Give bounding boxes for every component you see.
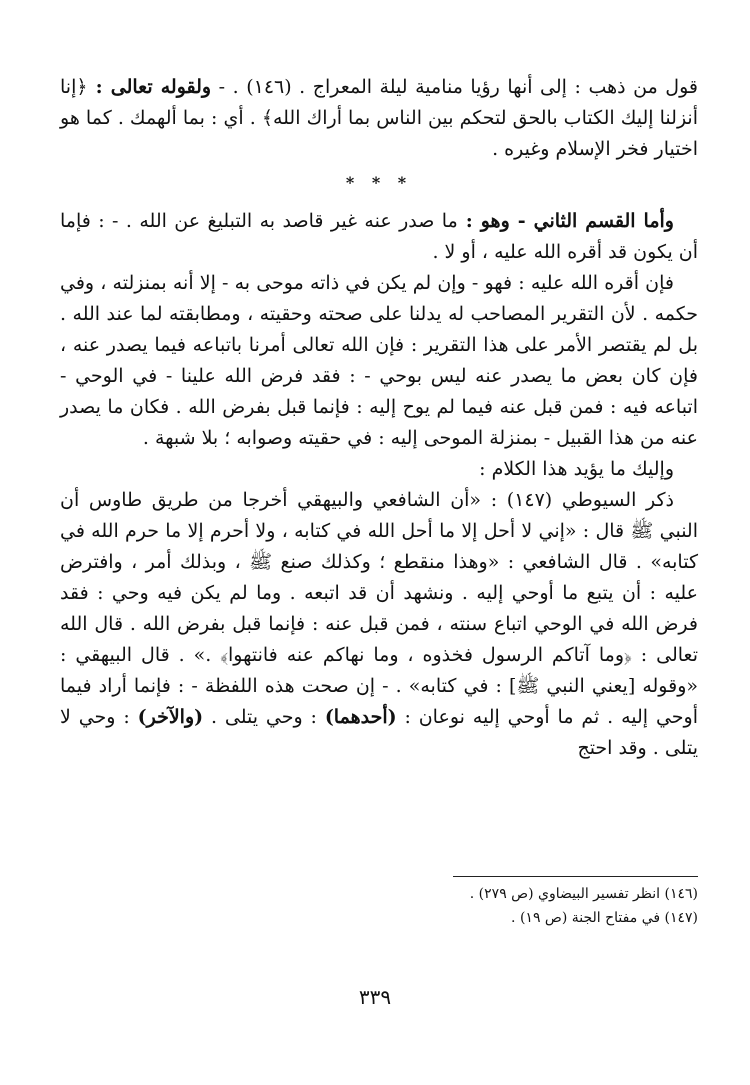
p1-bold-1: ولقوله تعالى : [87, 76, 212, 98]
p5-bold-2: (والآخر) [137, 706, 204, 728]
p5-bold-1: (أحدهما) [324, 706, 397, 728]
paragraph-3: فإن أقره الله عليه : فهو - وإن لم يكن في ذاته موحى به - إلا أنه بمنزلته ، وفي حكمه . لأن التقرير المصاحب له يدلنا على صحته وحقيته ، ومطابقته لما عند الله . بل لم يقتصر الأمر على هذا التقرير : فإن الله تعالى أمرنا باتباعه فيما يصدر عنه ، فإن كان بعض ما يصدر عنه ليس بوحي - : فقد فرض الله علينا - في الوحي - اتباعه فيه : فمن قبل عنه فيما لم يوح إليه : فإنما قبل بفرض الله . فكان ما يصدر عنه من هذا القبيل - بمنزلة الموحى إليه : في حقيته وصوابه ؛ بلا شبهة . [60, 272, 698, 449]
p2-text-1: ما صدر عنه غير قاصد به التبليغ عن الله . - : فإما أن يكون قد أقره الله عليه ، أو لا . [60, 210, 698, 263]
paragraph-4: وإليك ما يؤيد هذا الكلام : [479, 458, 674, 480]
section-separator: * * * [345, 173, 413, 192]
paragraph-5 [60, 485, 698, 764]
p5-text-1: ذكر السيوطي (١٤٧) : «أن الشافعي والبيهقي أخرجا من طريق طاوس أن النبي ﷺ قال : «إني لا أحل إلا ما أحل الله في كتابه ، ولا أحرم إلا ما حرم الله في كتابه» . قال الشافعي : «وهذا منقطع ؛ وكذلك صنع ﷺ ، وبذلك أمر ، وافترض عليه : أن يتبع ما أوحي إليه . ونشهد أن قد اتبعه . وما لم يكن فيه وحي : فقد فرض الله في الوحي اتباع سنته ، فمن قبل عنه : فإنما قبل بفرض الله . قال الله تعالى : ﴿وما آتاكم الرسول فخذوه ، وما نهاكم عنه فانتهوا﴾ .» . قال البيهقي : «وقوله [يعني النبي ﷺ] : في كتابه» . - إن صحت هذه اللفظة - : فإنما أراد فيما أوحي إليه . ثم ما أوحي إليه نوعان : [60, 489, 698, 728]
paragraph-1 [60, 72, 698, 165]
p5-text-2: : وحي يتلى . [203, 706, 325, 728]
page-number: ٣٣٩ [358, 985, 392, 1009]
footnote-divider [453, 876, 698, 877]
p1-text-2: ﴿إنا أنزلنا إليك الكتاب بالحق لتحكم بين الناس بما أراك الله﴾ . أي : بما ألهمك . كما هو اختيار فخر الإسلام وغيره . [60, 76, 698, 160]
main-text [60, 72, 698, 764]
paragraph-2 [60, 206, 698, 268]
p1-text-1: قول من ذهب : إلى أنها رؤيا منامية ليلة المعراج . (١٤٦) . - [211, 76, 699, 98]
footnotes [298, 882, 698, 930]
footnote-146: (١٤٦) انظر تفسير البيضاوي (ص ٢٧٩) . [469, 886, 698, 902]
p2-bold-1: وأما القسم الثاني - وهو : [457, 210, 674, 232]
p5-text-3: : وحي لا يتلى . وقد احتج [60, 706, 698, 759]
footnote-147: (١٤٧) في مفتاح الجنة (ص ١٩) . [511, 910, 698, 926]
